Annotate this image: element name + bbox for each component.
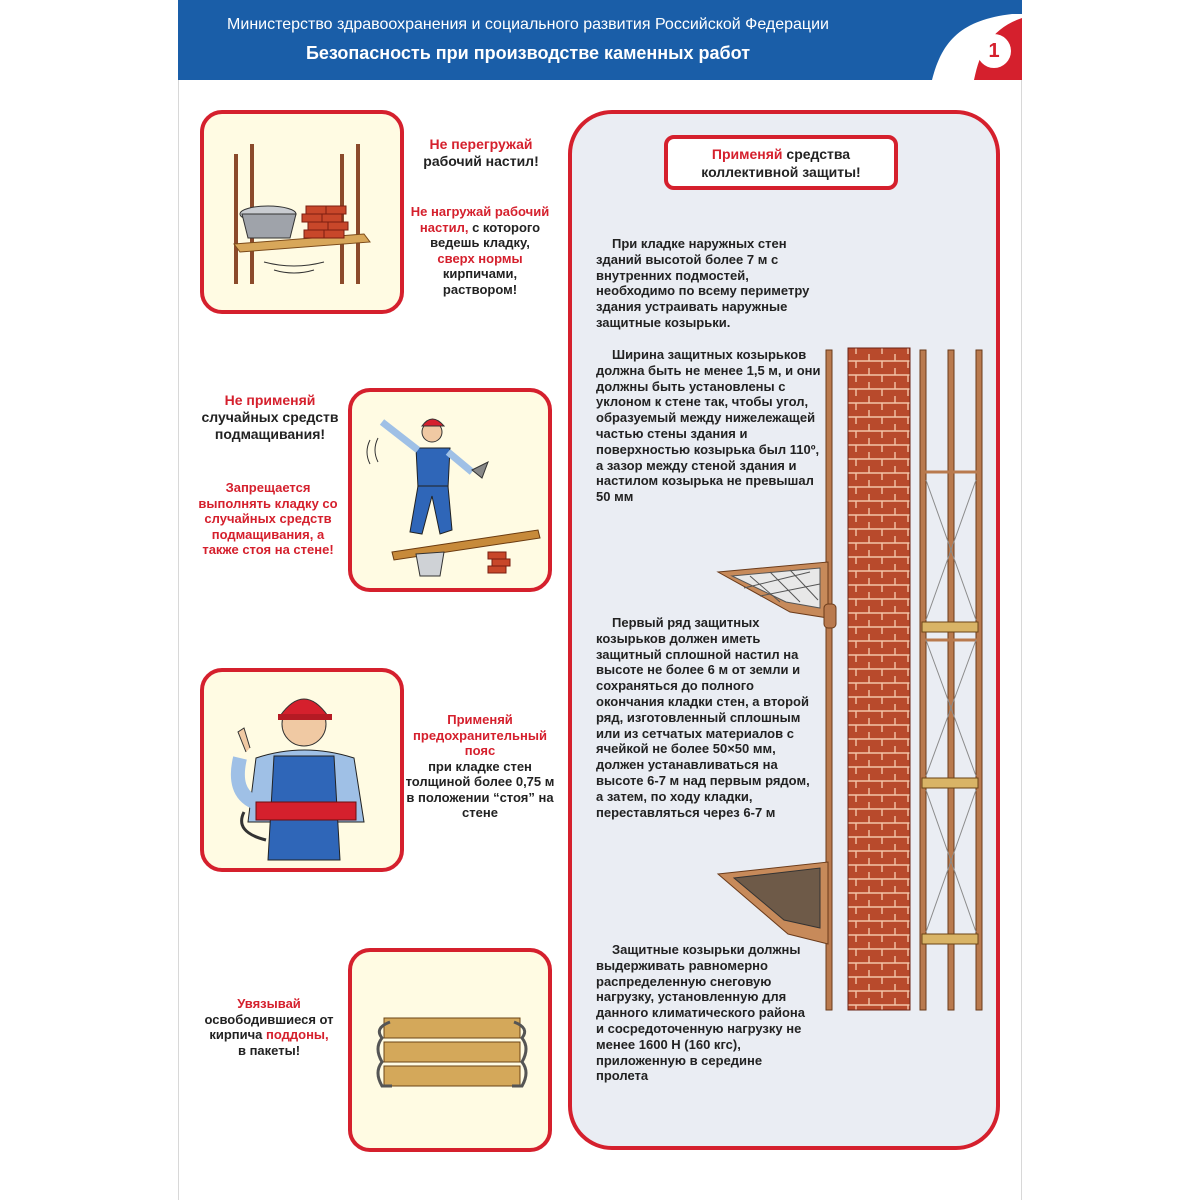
rule1-heading: Не перегружай рабочий настил! bbox=[423, 136, 539, 169]
rule3-text: Применяй предохранительный пояс при кладке стен толщиной более 0,75 м в положении “стоя” на стене bbox=[405, 712, 555, 820]
header-banner bbox=[178, 0, 1022, 80]
rule2-heading: Не применяй случайных средств подмащивания! bbox=[201, 392, 339, 442]
collective-callout: Применяй средства коллективной защиты! bbox=[664, 135, 898, 190]
collective-paragraph-2: Ширина защитных козырьков должна быть не менее 1,5 м, и они должны быть установлены с уклоном к стене так, чтобы угол, образуемый между нижележащей частью стены здания и поверхностью козырька был 110º, а зазор между стеной здания и настилом козырька не превышал 50 мм bbox=[596, 347, 821, 505]
safety-belt-worker-icon bbox=[204, 672, 400, 868]
ministry-title: Министерство здравоохранения и социального развития Российской Федерации bbox=[227, 16, 829, 33]
card-stacked-pallets bbox=[348, 948, 552, 1152]
page-number-badge: 1 bbox=[977, 34, 1011, 68]
rule4-text: Увязывай освободившиеся от кирпича поддоны, в пакеты! bbox=[204, 996, 334, 1058]
unstable-worker-icon bbox=[352, 392, 548, 588]
page-title: Безопасность при производстве каменных работ bbox=[305, 43, 751, 63]
scaffold-bricks-icon bbox=[204, 114, 400, 310]
rule1-body: Не нагружай рабочий настил, с которого ведешь кладку, сверх нормы кирпичами, раствором! bbox=[410, 204, 550, 297]
collective-paragraph-3: Первый ряд защитных козырьков должен иметь защитный сплошной настил на высоте не более 6 м от земли и сохраняться до полного окончания кладки стен, а второй ряд, изготовленный сплошным или из сетчатых материалов с ячейкой не более 50×50 мм, должен устанавливаться на высоте 6-7 м над первым рядом, а затем, по ходу кладки, переставляться через 6-7 м bbox=[596, 615, 810, 820]
card-overload-illustration bbox=[200, 110, 404, 314]
pallets-icon bbox=[352, 952, 548, 1148]
collective-paragraph-1: При кладке наружных стен зданий высотой более 7 м с внутренних подмостей, необходимо по всему периметру здания устраивать наружные защитные козырьки. bbox=[596, 236, 810, 330]
collective-paragraph-4: Защитные козырьки должны выдерживать равномерно распределенную снеговую нагрузку, установленную для данного климатического района и сосредоточенную нагрузку не менее 1600 Н (160 кгс), приложенную в середине пролета bbox=[596, 942, 805, 1084]
rule2-body: Запрещается выполнять кладку со случайных средств подмащивания, а также стоя на стене! bbox=[198, 480, 338, 557]
card-worker-on-plank bbox=[348, 388, 552, 592]
card-safety-belt bbox=[200, 668, 404, 872]
